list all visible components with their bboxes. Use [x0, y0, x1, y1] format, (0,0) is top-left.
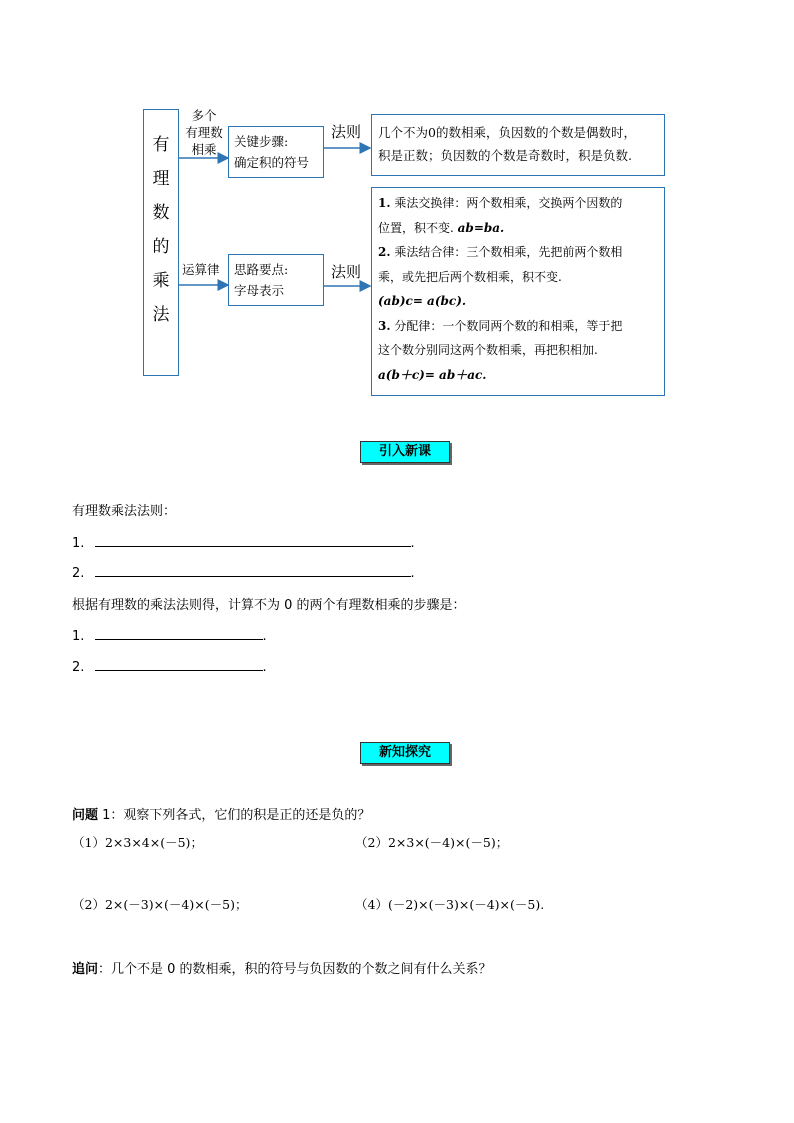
- title-char: 有: [152, 135, 170, 155]
- period: .: [262, 629, 267, 644]
- answer-blank[interactable]: [95, 657, 263, 671]
- answer-blank[interactable]: [95, 626, 263, 640]
- answer-blank[interactable]: [95, 533, 411, 547]
- branch1-box: [228, 126, 324, 178]
- expression-3: （2）2×(－3)×(－4)×(－5)；: [72, 897, 248, 912]
- branch2-label: 运算律: [182, 262, 220, 277]
- prop2-line2: 乘，或先把后两个数相乘，积不变.: [378, 269, 562, 284]
- branch2-box-line: 思路要点:: [234, 262, 289, 277]
- properties-box: [371, 187, 665, 396]
- question-label: 问题: [72, 808, 99, 823]
- period: .: [410, 566, 415, 581]
- prop2-formula: (ab)c= a(bc).: [378, 294, 467, 308]
- section-title-intro: 引入新课: [360, 441, 450, 463]
- title-char: 法: [152, 305, 170, 325]
- diagram-title-box: [143, 109, 179, 376]
- fill-line-4: [72, 657, 267, 675]
- answer-blank[interactable]: [95, 563, 411, 577]
- branch1-box-line: 确定积的符号: [234, 155, 310, 170]
- prop3-line2: 这个数分别同这两个数相乘，再把积相加.: [378, 343, 598, 357]
- expression-1: （1）2×3×4×(－5)；: [72, 835, 203, 850]
- branch1-label-line: 多个: [191, 108, 217, 123]
- branch1-label-line: 有理数: [185, 125, 223, 140]
- title-char: 数: [152, 203, 170, 223]
- branch1-box-line: 关键步骤:: [234, 134, 289, 149]
- prop1-line2: 位置，积不变. ab=ba.: [378, 220, 505, 235]
- branch1-law-label: 法则: [331, 123, 362, 141]
- fill-line-1: [72, 533, 415, 551]
- question-1: [72, 804, 370, 823]
- period: .: [262, 660, 267, 675]
- prop3-line1: 3. 分配律：一个数同两个数的和相乘，等于把: [378, 318, 623, 333]
- branch2-law-label: 法则: [331, 263, 362, 281]
- question-text: ：几个不是 0 的数相乘，积的符号与负因数的个数之间有什么关系？: [98, 962, 492, 977]
- fill-line-2: [72, 563, 415, 581]
- prop2-line1: 2. 乘法结合律：三个数相乘，先把前两个数相: [378, 245, 623, 259]
- period: .: [410, 536, 415, 551]
- prop3-formula: a(b＋c)= ab＋ac.: [378, 367, 487, 382]
- branch1-label: [180, 107, 228, 158]
- question-text: 1：观察下列各式，它们的积是正的还是负的？: [98, 808, 371, 823]
- branch2-box-line: 字母表示: [234, 283, 285, 298]
- item-number: 2.: [72, 660, 85, 675]
- result-line: 积是正数；负因数的个数是奇数时，积是负数.: [378, 148, 632, 163]
- steps-prompt: 根据有理数的乘法法则得，计算不为 0 的两个有理数相乘的步骤是：: [72, 598, 466, 613]
- expression-2: （2）2×3×(－4)×(－5)；: [355, 835, 509, 850]
- rule-prompt: 有理数乘法法则：: [72, 504, 177, 519]
- result-line: 几个不为0的数相乘，负因数的个数是偶数时，: [378, 125, 636, 140]
- question-label: 追问: [72, 962, 99, 977]
- prop1-line1: 1. 乘法交换律：两个数相乘，交换两个因数的: [378, 196, 623, 210]
- title-char: 理: [152, 169, 170, 189]
- fill-line-3: [72, 626, 267, 644]
- branch1-result-box: [371, 114, 665, 176]
- section-title-explore: 新知探究: [360, 742, 450, 764]
- branch2-box: [228, 254, 324, 306]
- branch1-label-line: 相乘: [191, 142, 217, 157]
- item-number: 1.: [72, 536, 85, 551]
- item-number: 1.: [72, 629, 85, 644]
- item-number: 2.: [72, 566, 85, 581]
- title-char: 乘: [152, 271, 170, 291]
- expression-4: （4）(－2)×(－3)×(－4)×(－5).: [355, 897, 545, 912]
- follow-up-question: [72, 958, 492, 977]
- title-char: 的: [152, 237, 170, 257]
